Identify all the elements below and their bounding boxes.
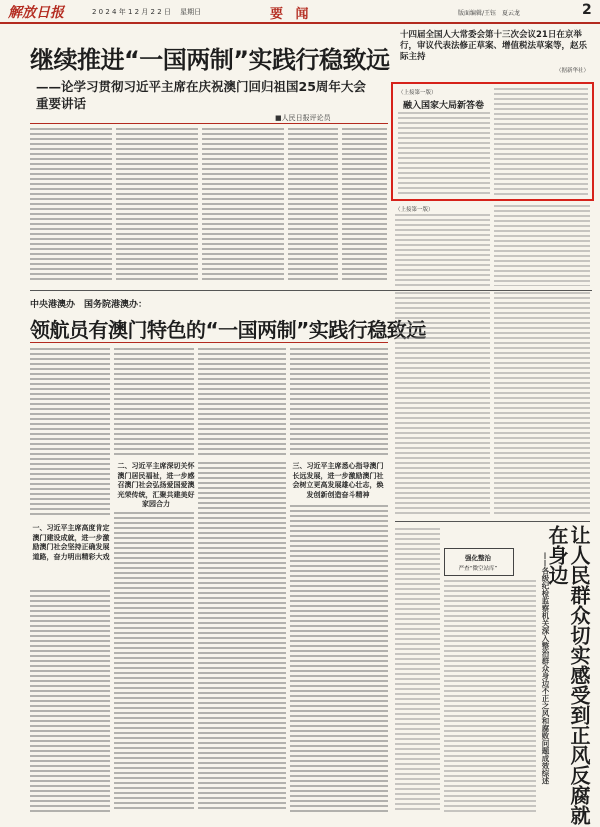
section-divider (30, 290, 592, 291)
lead-body-col-1 (30, 128, 112, 280)
feature-col-3 (198, 348, 286, 458)
boxed-body-col-1 (398, 112, 490, 196)
side-story-subheadline: 严查“微空站库” (458, 566, 498, 572)
lead-byline: ■人民日报评论员 (275, 114, 331, 122)
lead-body-col-3 (202, 128, 284, 280)
lead-body-col-4 (288, 128, 338, 280)
top-right-headline: 十四届全国人大常委会第十三次会议21日在京举行，审议代表法修正草案、增值税法草案等，赵乐际主持 (400, 30, 588, 62)
right-col-1-mid (395, 292, 490, 517)
feature-col-4-lower (290, 505, 388, 812)
feature-col-2 (114, 348, 194, 458)
lead-body-col-2 (116, 128, 198, 280)
boxed-kicker: （上接第一版） (398, 90, 437, 96)
page-number: 2 (582, 2, 592, 18)
feature-col-1-lower (30, 590, 110, 812)
section-title: 要 闻 (270, 7, 313, 22)
right-lower-col-1 (395, 528, 440, 812)
lead-body-col-5 (342, 128, 387, 280)
editors-credit: 版面编辑/王钰 夏云龙 (458, 10, 521, 17)
vertical-subheadline: ——各级纪检监察机关深入整治群众身边不正之风和腐败问题成效综述 (541, 552, 550, 785)
feature-col-1 (30, 348, 110, 518)
boxed-body-col-2 (494, 88, 588, 196)
top-right-source: （据新华社） (556, 68, 590, 74)
right-divider (395, 521, 590, 522)
boxed-headline: 融入国家大局新答卷 (403, 101, 485, 111)
right-lower-col-2 (444, 580, 536, 812)
feature-subhead-1: 一、习近平主席高度肯定澳门建设成就，进一步激励澳门社会坚持正确发展道路，奋力明出精彩大戏 (32, 524, 110, 561)
feature-col-3-lower (198, 462, 286, 812)
second-right-kicker: （上接第一版） (395, 207, 434, 213)
right-col-2-mid (494, 292, 590, 517)
side-story-headline: 强化整治 (465, 554, 491, 562)
feature-subhead-3: 三、习近平主席悉心指导澳门长远发展，进一步激励澳门社会树立更高发展雄心壮志，焕发创新创造奋斗精神 (292, 462, 384, 499)
feature-col-4 (290, 348, 388, 458)
newspaper-logo: 解放日报 (8, 5, 64, 21)
lead-subheadline: ——论学习贯彻习近平主席在庆祝澳门回归祖国25周年大会重要讲话 (36, 79, 366, 111)
lead-headline: 继续推进“一国两制”实践行稳致远 (30, 46, 390, 74)
second-right-col-2 (494, 205, 590, 286)
vertical-headline: 让人民群众切实感受到正风反腐就在身边 (545, 525, 591, 825)
feature-headline: 领航员有澳门特色的“一国两制”实践行稳致远 (30, 318, 426, 342)
feature-kicker: 中央港澳办 国务院港澳办： (30, 300, 148, 310)
feature-subhead-2: 二、习近平主席深切关怀澳门居民福祉，进一步感召澳门社会弘扬爱国爱澳光荣传统，汇聚共建美好家园合力 (117, 462, 195, 508)
issue-date: 2 0 2 4 年 1 2 月 2 2 日 星期日 (92, 8, 202, 16)
lead-divider (30, 123, 388, 124)
second-right-col-1 (395, 214, 490, 286)
feature-divider (30, 342, 388, 343)
feature-col-2-lower (114, 512, 194, 812)
